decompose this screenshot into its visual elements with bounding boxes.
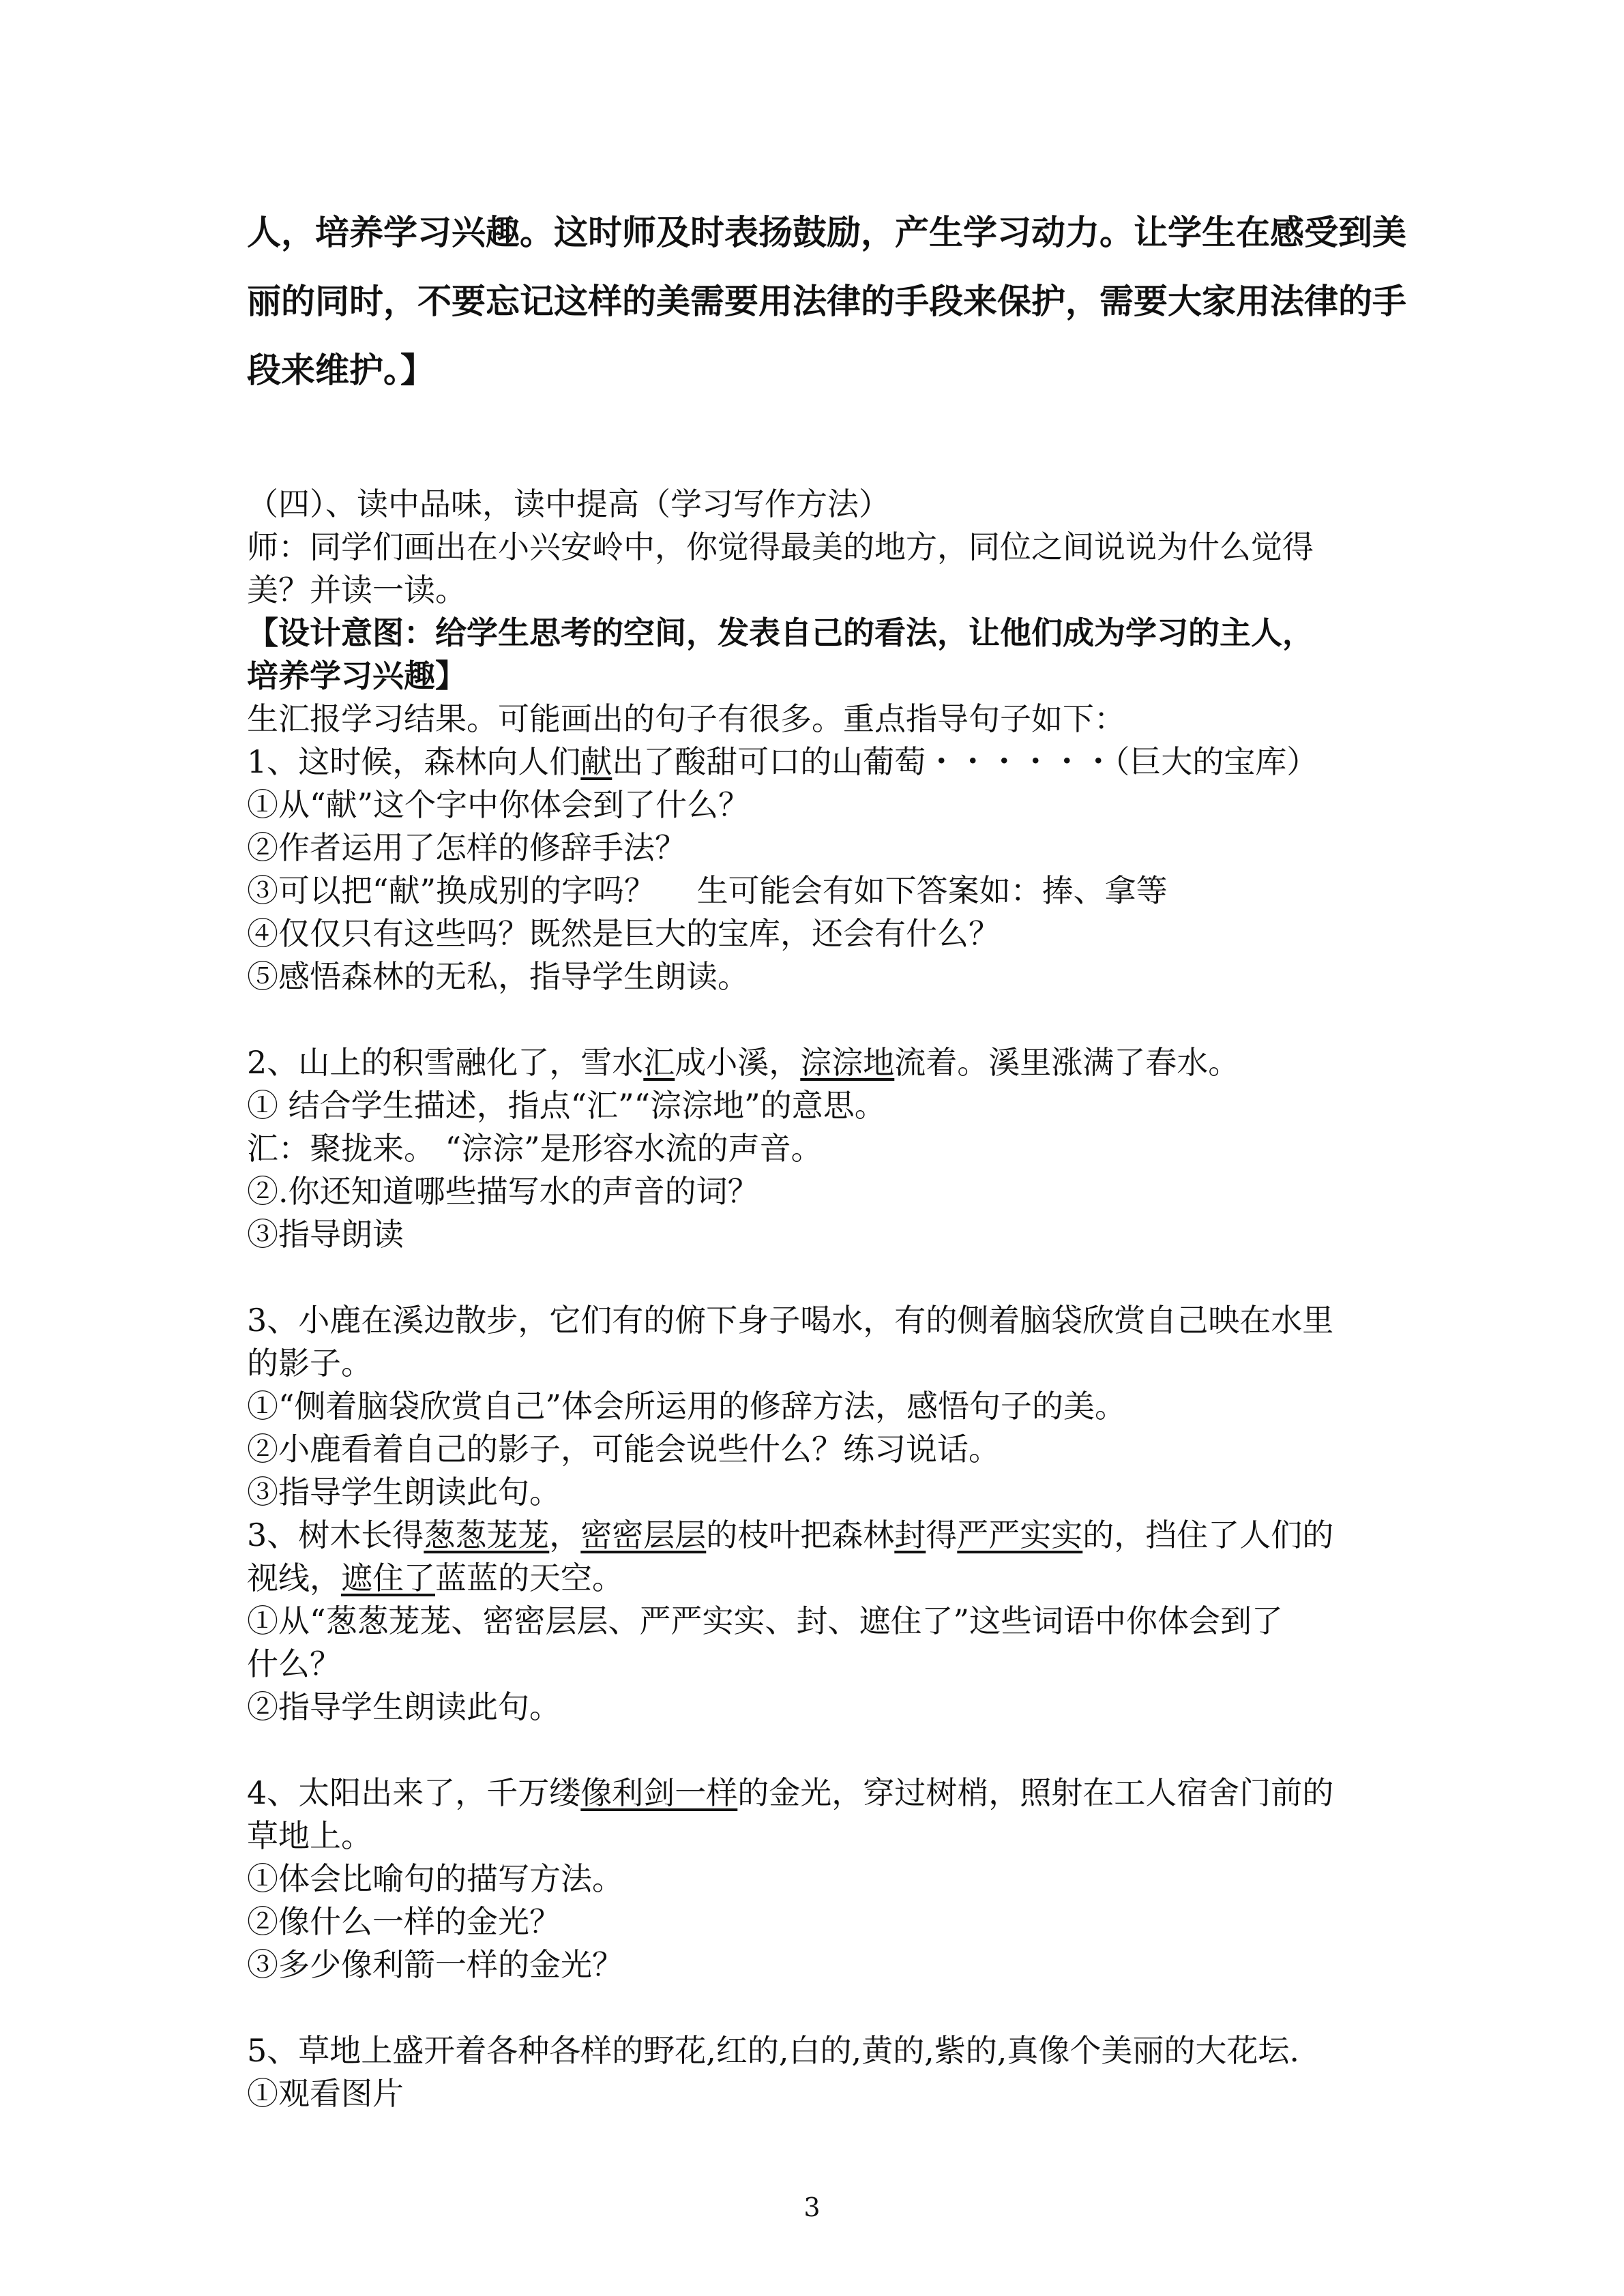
item-3b	[247, 1514, 1406, 1729]
intro-line: 段来维护。】	[247, 350, 434, 390]
sentence-line: 5、草地上盛开着各种各样的野花,红的,白的,黄的,紫的,真像个美丽的大花坛.	[247, 2032, 1299, 2069]
question-line: ③可以把“献”换成别的字吗？ 生可能会有如下答案如：捧、拿等	[247, 872, 1168, 909]
teacher-line: 美？并读一读。	[247, 571, 467, 608]
question-line: ①体会比喻句的描写方法。	[247, 1860, 623, 1897]
sentence-line	[247, 741, 1406, 784]
text-run: 3、树木长得	[247, 1517, 424, 1553]
page-number: 3	[803, 2192, 821, 2222]
text-run: 蓝蓝的天空。	[435, 1560, 623, 1596]
underlined-word: 汇	[643, 1044, 675, 1081]
item-3	[247, 1299, 1406, 1514]
question-line: ①“侧着脑袋欣赏自己”体会所运用的修辞方法，感悟句子的美。	[247, 1388, 1127, 1425]
text-run: 的，挡住了人们的	[1082, 1517, 1334, 1553]
underlined-word: 封	[894, 1517, 926, 1553]
section-4	[247, 483, 1406, 741]
underlined-word: 淙淙地	[800, 1044, 895, 1081]
spacer	[247, 1986, 1406, 2029]
underlined-word: 献	[580, 743, 612, 780]
sentence-line: 3、小鹿在溪边散步，它们有的俯下身子喝水，有的侧着脑袋欣赏自己映在水里	[247, 1302, 1334, 1339]
text-run: 出了酸甜可口的山葡萄・・・・・・（巨大的宝库）	[612, 743, 1318, 780]
section-heading: （四）、读中品味，读中提高（学习写作方法）	[247, 486, 890, 522]
text-run: 流着。溪里涨满了春水。	[894, 1044, 1240, 1081]
spacer	[247, 998, 1406, 1041]
text-run: 的枝叶把森林	[706, 1517, 895, 1553]
question-line: ①观看图片	[247, 2075, 404, 2112]
text-run: 1、这时候，森林向人们	[247, 743, 581, 780]
question-line: ⑤感悟森林的无私，指导学生朗读。	[247, 958, 749, 995]
question-line: ③指导朗读	[247, 1216, 404, 1253]
question-line: ④仅仅只有这些吗？既然是巨大的宝库，还会有什么？	[247, 915, 1000, 952]
underlined-word: 像利剑一样	[580, 1774, 738, 1811]
spacer	[247, 404, 1406, 483]
underlined-word: 遮住了	[341, 1560, 435, 1596]
text-run: 视线，	[247, 1560, 341, 1596]
sentence-line: 的影子。	[247, 1345, 372, 1382]
text-run: 4、太阳出来了，千万缕	[247, 1774, 581, 1811]
intro-line: 丽的同时，不要忘记这样的美需要用法律的手段来保护，需要大家用法律的手	[247, 281, 1406, 321]
underlined-word: 严严实实	[957, 1517, 1083, 1553]
teacher-line: 师：同学们画出在小兴安岭中，你觉得最美的地方，同位之间说说为什么觉得	[247, 528, 1314, 565]
report-line: 生汇报学习结果。可能画出的句子有很多。重点指导句子如下：	[247, 700, 1125, 737]
question-line: ③指导学生朗读此句。	[247, 1474, 561, 1510]
sentence-line	[247, 1041, 1406, 1084]
question-line: ③多少像利箭一样的金光？	[247, 1946, 623, 1983]
question-line: ①从“献”这个字中你体会到了什么？	[247, 786, 750, 823]
underlined-word: 葱葱茏茏	[424, 1517, 550, 1553]
intro-paragraph	[247, 198, 1406, 404]
item-1	[247, 741, 1406, 998]
question-line: ① 结合学生描述，指点“汇”“淙淙地”的意思。	[247, 1087, 886, 1124]
page-content	[247, 198, 1406, 2115]
sentence-line	[247, 1514, 1406, 1557]
question-line: 什么？	[247, 1645, 341, 1682]
question-line: ②像什么一样的金光？	[247, 1903, 561, 1940]
text-run: 2、山上的积雪融化了，雪水	[247, 1044, 644, 1081]
item-2	[247, 1041, 1406, 1256]
text-run: ，	[549, 1517, 581, 1553]
intro-line: 人，培养学习兴趣。这时师及时表扬鼓励，产生学习动力。让学生在感受到美	[247, 212, 1406, 252]
text-run: 得	[926, 1517, 958, 1553]
underlined-word: 密密层层	[580, 1517, 707, 1553]
text-run: 成小溪，	[675, 1044, 801, 1081]
question-line: ②小鹿看着自己的影子，可能会说些什么？练习说话。	[247, 1431, 1000, 1467]
item-4	[247, 1772, 1406, 1986]
question-line: 汇：聚拢来。 “淙淙”是形容水流的声音。	[247, 1130, 823, 1167]
spacer	[247, 1729, 1406, 1772]
sentence-line	[247, 1772, 1406, 1815]
spacer	[247, 1256, 1406, 1299]
item-5	[247, 2029, 1406, 2115]
question-line: ②作者运用了怎样的修辞手法？	[247, 829, 686, 866]
question-line: ②.你还知道哪些描写水的声音的词？	[247, 1173, 759, 1210]
question-line: ②指导学生朗读此句。	[247, 1688, 561, 1725]
sentence-line	[247, 1557, 1406, 1600]
design-intent-line: 培养学习兴趣】	[247, 657, 467, 694]
sentence-line: 草地上。	[247, 1817, 372, 1854]
design-intent-line: 【设计意图：给学生思考的空间，发表自己的看法，让他们成为学习的主人，	[247, 614, 1314, 651]
question-line: ①从“葱葱茏茏、密密层层、严严实实、封、遮住了”这些词语中你体会到了	[247, 1602, 1284, 1639]
text-run: 的金光，穿过树梢，照射在工人宿舍门前的	[737, 1774, 1334, 1811]
